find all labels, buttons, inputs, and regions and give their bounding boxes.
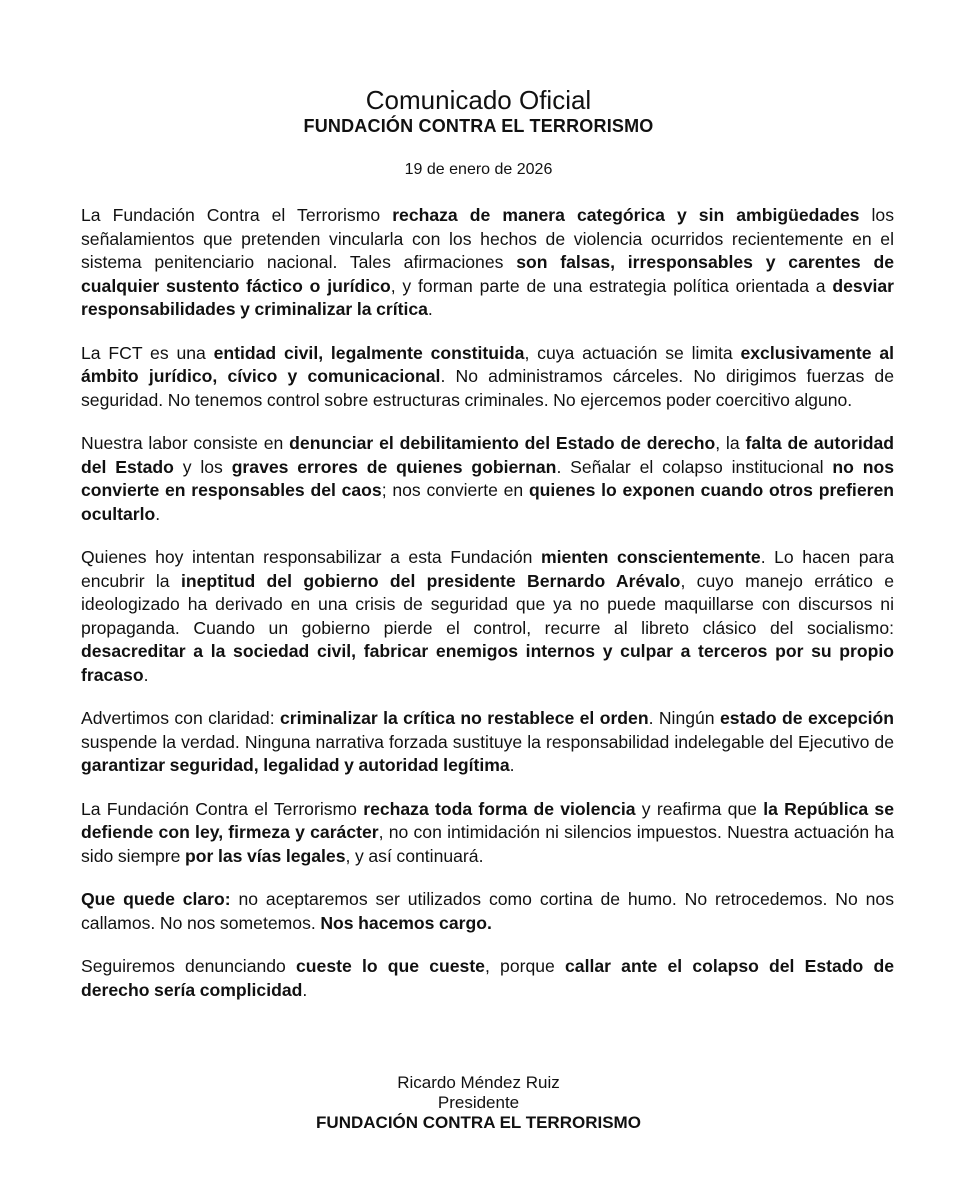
- text-run: no aceptaremos ser utilizados como cortina de humo. No retrocedemos. No nos callamos. No nos sometemos.: [81, 889, 894, 933]
- text-run: .: [427, 299, 433, 319]
- bold-text: desviar responsabilidades y criminalizar la crítica: [81, 275, 894, 319]
- text-run: .: [302, 979, 308, 1000]
- text-run: y los: [173, 456, 232, 477]
- bold-text: ineptitud del gobierno del presidente Bernardo Arévalo: [180, 570, 681, 591]
- bold-text: desacreditar a la sociedad civil, fabricar enemigos internos y culpar a terceros por su propio fracaso: [81, 641, 894, 685]
- bold-text: rechaza toda forma de violencia: [363, 798, 636, 819]
- text-run: . Lo hacen para encubrir la: [81, 547, 894, 591]
- text-run: Advertimos con claridad:: [81, 708, 280, 728]
- bold-text: cueste lo que cueste: [296, 956, 485, 976]
- bold-text: quienes lo exponen cuando otros prefieren ocultarlo: [81, 480, 894, 524]
- document-body: [81, 204, 894, 1022]
- signature-block: [0, 1073, 957, 1133]
- text-run: y reafirma que: [635, 798, 764, 819]
- text-run: La FCT es una: [81, 342, 214, 363]
- body-paragraph: [81, 204, 894, 322]
- text-run: , la: [715, 433, 746, 453]
- bold-text: falta de autoridad del Estado: [81, 433, 894, 477]
- body-paragraph: [81, 707, 894, 778]
- text-run: . Ningún: [648, 708, 720, 728]
- text-run: .: [143, 664, 149, 685]
- text-run: ; nos convierte en: [381, 480, 529, 500]
- bold-text: Que quede claro:: [81, 889, 231, 909]
- signatory-organization: FUNDACIÓN CONTRA EL TERRORISMO: [316, 1113, 641, 1132]
- text-run: Quienes hoy intentan responsabilizar a esta Fundación: [81, 547, 541, 567]
- bold-text: garantizar seguridad, legalidad y autoridad legítima: [81, 755, 510, 775]
- document-title: Comunicado Oficial: [365, 85, 592, 115]
- bold-text: la República se defiende con ley, firmeza y carácter: [81, 798, 895, 842]
- signatory-name: Ricardo Méndez Ruiz: [397, 1073, 560, 1092]
- bold-text: mienten conscientemente: [540, 547, 761, 567]
- body-paragraph: [81, 432, 894, 526]
- body-paragraph: [81, 955, 894, 1002]
- bold-text: exclusivamente al ámbito jurídico, cívico y comunicacional: [81, 342, 894, 386]
- text-run: Nuestra labor consiste en: [81, 433, 290, 453]
- document-date: 19 de enero de 2026: [404, 161, 553, 178]
- bold-text: criminalizar la crítica no restablece el orden: [279, 708, 649, 728]
- text-run: Seguiremos denunciando: [81, 956, 297, 976]
- bold-text: estado de excepción: [719, 708, 894, 728]
- signatory-role: Presidente: [437, 1093, 520, 1112]
- bold-text: Nos hacemos cargo.: [320, 912, 492, 933]
- text-run: La Fundación Contra el Terrorismo: [81, 798, 364, 819]
- text-run: . No administramos cárceles. No dirigimos fuerzas de seguridad. No tenemos control sobre estructuras criminales. No ejercemos poder coercitivo alguno.: [81, 366, 895, 410]
- document-header: [0, 85, 957, 137]
- text-run: , y forman parte de una estrategia política orientada a: [390, 275, 833, 296]
- text-run: , y así continuará.: [345, 845, 484, 866]
- bold-text: graves errores de quienes gobiernan: [231, 456, 557, 477]
- text-run: , no con intimidación ni silencios impuestos. Nuestra actuación ha sido siempre: [81, 822, 894, 866]
- text-run: . Señalar el colapso institucional: [556, 456, 833, 477]
- text-run: La Fundación Contra el Terrorismo: [81, 205, 393, 225]
- body-paragraph: [81, 798, 894, 869]
- text-run: , cuya actuación se limita: [524, 342, 741, 363]
- bold-text: callar ante el colapso del Estado de derecho sería complicidad: [81, 956, 894, 1000]
- bold-text: entidad civil, legalmente constituida: [213, 342, 525, 363]
- text-run: suspende la verdad. Ninguna narrativa forzada sustituye la responsabilidad indelegable del Ejecutivo de: [81, 731, 894, 752]
- bold-text: no nos convierte en responsables del caos: [81, 456, 894, 500]
- text-run: , porque: [484, 956, 565, 976]
- bold-text: rechaza de manera categórica y sin ambigüedades: [392, 205, 860, 225]
- body-paragraph: [81, 888, 894, 935]
- body-paragraph: [81, 546, 894, 687]
- text-run: .: [155, 503, 161, 524]
- bold-text: denunciar el debilitamiento del Estado de derecho: [289, 433, 716, 453]
- body-paragraph: [81, 342, 894, 413]
- text-run: .: [509, 755, 515, 775]
- text-run: , cuyo manejo errático e ideologizado ha derivado en una crisis de seguridad que ya no puede maquillarse con discursos ni propaganda. Cuando un gobierno pierde el control, recurre al libreto clásico del socialismo:: [81, 570, 895, 638]
- bold-text: son falsas, irresponsables y carentes de cualquier sustento fáctico o jurídico: [81, 252, 894, 296]
- text-run: los señalamientos que pretenden vincularla con los hechos de violencia ocurridos recientemente en el sistema penitenciario nacional. Tales afirmaciones: [81, 205, 894, 272]
- bold-text: por las vías legales: [185, 845, 346, 866]
- organization-name: FUNDACIÓN CONTRA EL TERRORISMO: [303, 116, 654, 136]
